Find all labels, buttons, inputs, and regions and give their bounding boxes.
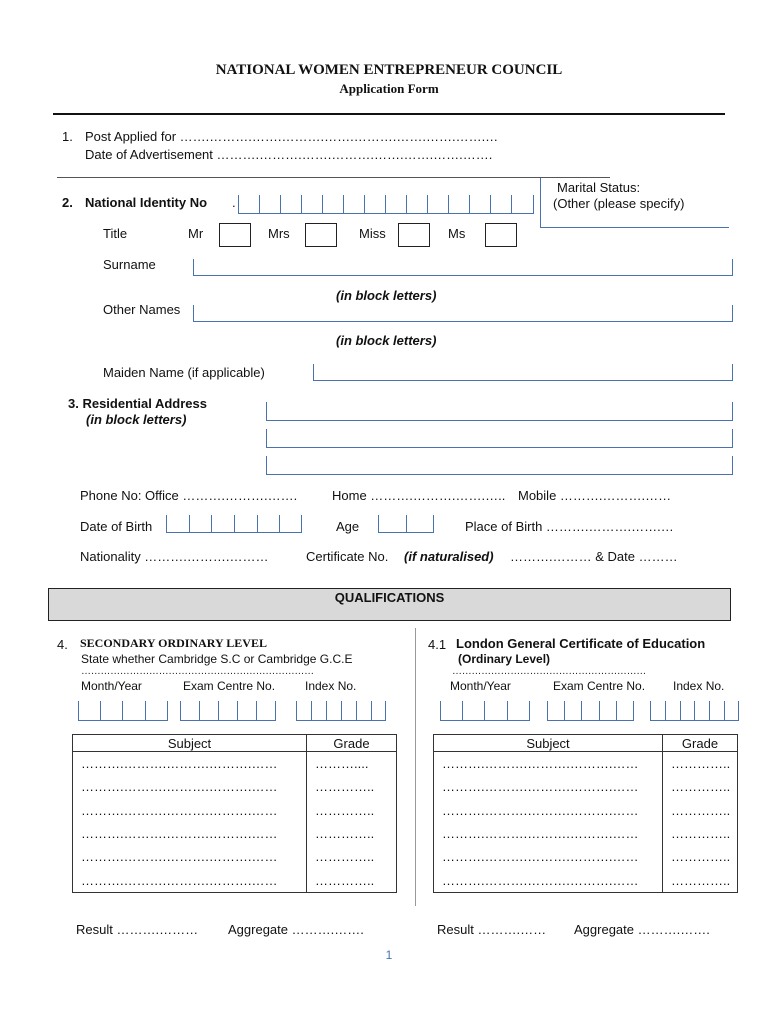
left-grade-cell[interactable]: ………….. (307, 799, 397, 822)
right-subject-cell[interactable]: ……….……….……….……….…… (434, 868, 663, 892)
qualifications-heading: QUALIFICATIONS (334, 590, 445, 605)
table-row (73, 752, 397, 776)
maiden-name-field[interactable] (313, 364, 733, 381)
maiden-name-label: Maiden Name (if applicable) (103, 365, 265, 380)
gce-title: London General Certificate of Education (456, 636, 706, 651)
dob-label: Date of Birth (80, 519, 153, 534)
nationality-field[interactable]: Nationality ……….……….……… (80, 549, 269, 564)
secondary-title: SECONDARY ORDINARY LEVEL (80, 636, 267, 650)
title-ms-checkbox[interactable] (485, 223, 517, 247)
gce-number: 4.1 (428, 637, 447, 652)
title-mrs-label: Mrs (268, 226, 290, 241)
right-index-no-field[interactable] (650, 701, 739, 721)
marital-status-sub: (Other (please specify) (553, 196, 685, 211)
right-exam-centre-label: Exam Centre No. (553, 679, 646, 693)
address-line-1[interactable] (266, 402, 733, 421)
right-grade-cell[interactable]: ………….. (663, 799, 738, 822)
title-ms-label: Ms (448, 226, 466, 241)
surname-field[interactable] (193, 259, 733, 276)
table-row (434, 822, 738, 845)
left-index-no-label: Index No. (305, 679, 357, 693)
right-grade-header: Grade (663, 735, 738, 752)
left-grade-cell[interactable]: ………….. (307, 868, 397, 892)
right-grade-cell[interactable]: ………….. (663, 822, 738, 845)
title-mr-label: Mr (188, 226, 204, 241)
secondary-number: 4. (57, 637, 68, 652)
right-subject-cell[interactable]: ……….……….……….……….…… (434, 799, 663, 822)
table-row (73, 775, 397, 798)
title-mr-checkbox[interactable] (219, 223, 251, 247)
left-grade-header: Grade (307, 735, 397, 752)
table-row (434, 752, 738, 776)
residential-address-hint: (in block letters) (86, 412, 187, 427)
page-number: 1 (385, 948, 393, 962)
if-naturalised-label: (if naturalised) (404, 549, 494, 564)
left-grade-cell[interactable]: ………….. (307, 775, 397, 798)
certificate-label: Certificate No. (306, 549, 389, 564)
right-grade-cell[interactable]: ………….. (663, 868, 738, 892)
left-subject-cell[interactable]: ……….……….……….……….…… (73, 752, 307, 776)
left-index-no-field[interactable] (296, 701, 386, 721)
right-grade-cell[interactable]: ………….. (663, 752, 738, 776)
table-row (73, 799, 397, 822)
age-field[interactable] (378, 515, 434, 533)
left-grade-cell[interactable]: ………….. (307, 822, 397, 845)
right-subject-cell[interactable]: ……….……….……….……….…… (434, 845, 663, 868)
place-of-birth-field[interactable]: Place of Birth ……….……….…….… (465, 519, 674, 534)
right-result-field[interactable]: Result ……….…… (437, 922, 547, 937)
date-advertisement-field[interactable]: Date of Advertisement ……….……….…….……….…….…….…….……. (85, 147, 493, 162)
form-subtitle: Application Form (339, 81, 439, 96)
title-label: Title (103, 226, 128, 241)
post-applied-field[interactable]: Post Applied for …….……….…….……….…….……….…….…….…….… (85, 129, 499, 144)
marital-box-left (540, 178, 541, 228)
age-label: Age (336, 519, 360, 534)
left-result-field[interactable]: Result ……….……… (76, 922, 199, 937)
right-exam-centre-field[interactable] (547, 701, 634, 721)
column-divider (415, 628, 416, 906)
certificate-date-field[interactable]: ……….……… & Date ……… (510, 549, 678, 564)
other-names-field[interactable] (193, 305, 733, 322)
other-names-hint: (in block letters) (336, 333, 437, 348)
left-subject-table (72, 734, 397, 893)
left-exam-centre-field[interactable] (180, 701, 276, 721)
right-grade-cell[interactable]: ………….. (663, 845, 738, 868)
right-month-year-label: Month/Year (450, 679, 511, 693)
address-line-2[interactable] (266, 429, 733, 448)
section-2-number: 2. (62, 195, 73, 210)
right-month-year-field[interactable] (440, 701, 530, 721)
phone-mobile-field[interactable]: Mobile ……….……….…… (518, 488, 672, 503)
marital-status-field[interactable] (540, 227, 729, 228)
phone-office-field[interactable]: Phone No: Office ……….……….……. (80, 488, 298, 503)
secondary-state-field[interactable]: ……………………………………………………………… (81, 666, 314, 677)
title-miss-label: Miss (359, 226, 386, 241)
left-month-year-label: Month/Year (81, 679, 142, 693)
left-subject-cell[interactable]: ……….……….……….……….…… (73, 845, 307, 868)
left-subject-cell[interactable]: ……….……….……….……….…… (73, 868, 307, 892)
surname-label: Surname (103, 257, 156, 272)
other-names-label: Other Names (103, 302, 181, 317)
left-exam-centre-label: Exam Centre No. (183, 679, 276, 693)
phone-home-field[interactable]: Home ……….……….…….….. (332, 488, 506, 503)
table-row (73, 845, 397, 868)
right-subject-cell[interactable]: ……….……….……….……….…… (434, 822, 663, 845)
table-row (434, 799, 738, 822)
right-subject-header: Subject (434, 735, 663, 752)
surname-hint: (in block letters) (336, 288, 437, 303)
form-title: NATIONAL WOMEN ENTREPRENEUR COUNCIL (215, 62, 563, 78)
left-grade-cell[interactable]: ……….... (307, 752, 397, 776)
right-index-no-label: Index No. (673, 679, 725, 693)
gce-subtitle: (Ordinary Level) (458, 652, 551, 666)
secondary-state-label: State whether Cambridge S.C or Cambridge G.C.E (81, 652, 353, 666)
section-1-number: 1. (62, 129, 73, 144)
national-id-dot: . (232, 195, 236, 210)
title-miss-checkbox[interactable] (398, 223, 430, 247)
address-line-3[interactable] (266, 456, 733, 475)
dob-field[interactable] (166, 515, 302, 533)
residential-address-label: 3. Residential Address (68, 396, 207, 411)
left-subject-cell[interactable]: ……….……….……….……….…… (73, 799, 307, 822)
title-mrs-checkbox[interactable] (305, 223, 337, 247)
marital-status-label: Marital Status: (557, 180, 641, 195)
left-month-year-field[interactable] (78, 701, 168, 721)
table-row (73, 868, 397, 892)
table-row (434, 775, 738, 798)
left-subject-cell[interactable]: ……….……….……….……….…… (73, 822, 307, 845)
right-aggregate-field[interactable]: Aggregate ……….……. (574, 922, 710, 937)
right-subject-cell[interactable]: ……….……….……….……….…… (434, 775, 663, 798)
header-rule (53, 113, 725, 115)
right-grade-cell[interactable]: ………….. (663, 775, 738, 798)
table-row (434, 845, 738, 868)
national-id-label: National Identity No (85, 195, 208, 210)
section-divider (57, 177, 610, 178)
gce-dots-field[interactable]: …………………………………………………… (452, 666, 647, 677)
left-subject-cell[interactable]: ……….……….……….……….…… (73, 775, 307, 798)
left-aggregate-field[interactable]: Aggregate ……….……. (228, 922, 364, 937)
left-grade-cell[interactable]: ………….. (307, 845, 397, 868)
right-subject-table (433, 734, 738, 893)
right-subject-cell[interactable]: ……….……….……….……….…… (434, 752, 663, 776)
left-subject-header: Subject (73, 735, 307, 752)
table-row (434, 868, 738, 892)
national-id-field[interactable] (238, 195, 534, 214)
table-row (73, 822, 397, 845)
